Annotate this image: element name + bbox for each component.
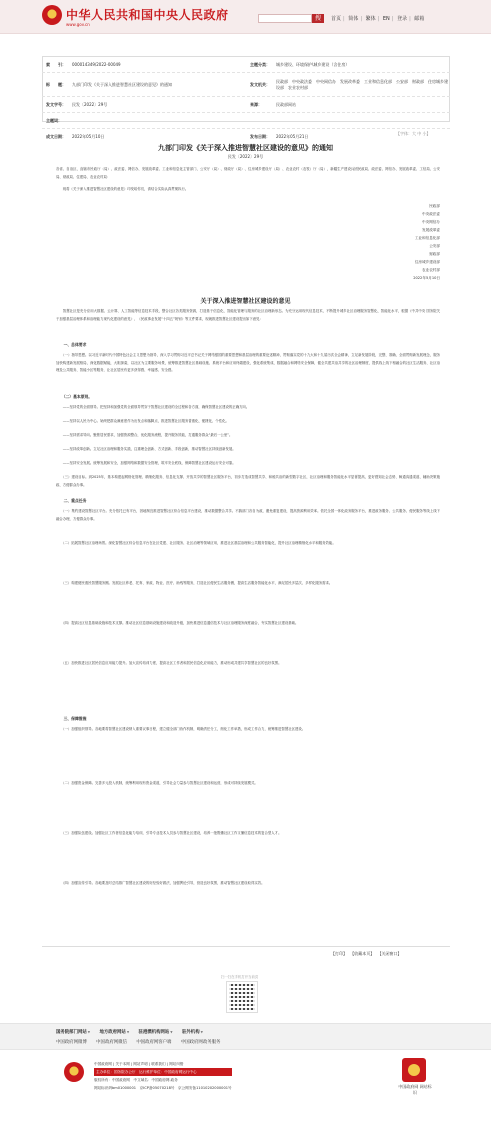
doc-paragraph: （二）加强资金保障。完善多元投入机制，统筹利用现有资金渠道，引导社会力量参与智慧社区建设和运营，形成可持续发展模式。	[56, 781, 258, 785]
meta-doc-no: 民发〔2022〕29号	[72, 101, 108, 107]
doc-paragraph: （三）构建便民惠民智慧服务圈。发展社区养老、托育、家政、物业、医疗、助残等服务，打造社区便民生活服务圈，提高生活服务智能化水平，满足居民多层次、多样化服务需求。	[56, 581, 333, 585]
link-weibo[interactable]: 中国政府网微博	[56, 1040, 87, 1045]
doc-subtitle: 关于深入推进智慧社区建设的意见	[200, 298, 291, 305]
meta-key: 主题分类：	[250, 61, 270, 67]
signer: 中央政法委	[422, 212, 440, 216]
national-emblem-icon[interactable]	[42, 5, 62, 25]
chevron-down-icon: ▼	[170, 1030, 173, 1034]
meta-key: 发文字号：	[46, 101, 66, 107]
footer-icp: 网站标识码bm01000001 京ICP备05070218号 京公网安备11010202000001号	[94, 1086, 232, 1090]
meta-index: 000014349/2022-00049	[72, 61, 121, 67]
footer-link[interactable]: 中国政府网	[94, 1062, 112, 1066]
chevron-down-icon: ▼	[126, 1030, 130, 1034]
nav-traditional[interactable]: 繁体	[365, 16, 376, 22]
link-local-sites[interactable]: 地方政府网站▼	[99, 1030, 130, 1035]
close-window-button[interactable]: 【关闭窗口】	[377, 951, 402, 956]
chevron-down-icon: ▼	[87, 1030, 91, 1034]
footer-link[interactable]: 网站声明	[133, 1062, 148, 1066]
link-hk-macao-sites[interactable]: 驻港澳机构网站▼	[138, 1030, 173, 1035]
meta-pub-date: 2022年05月21日	[276, 134, 309, 139]
section-heading: 二、重点任务	[56, 498, 87, 503]
meta-key: 成文日期：	[46, 134, 66, 139]
signer: 民政部	[429, 204, 440, 208]
doc-paragraph: ——坚持安全发展。统筹发展和安全，加强网络和数据安全管理，筑牢安全底线，保障智慧社区建设运行安全可靠。	[56, 461, 236, 465]
doc-intro: 现将《关于深入推进智慧社区建设的意见》印发给你们，请结合实际认真贯彻执行。	[56, 187, 189, 191]
print-button[interactable]: 【打印】	[331, 951, 347, 956]
footer-info: 中国政府网 | 关于本网 | 网站声明 | 联系我们 | 网站纠错 主办单位：国务院办公厅 运行维护单位：中国政府网运行中心 版权所有：中国政府网 中文域名：中国政府网.政务 网站标识码bm01000001 京ICP备05070218号 京公网安备11010202000001号	[94, 1062, 232, 1090]
meta-key: 发文机关：	[250, 81, 270, 87]
doc-paragraph: 智慧社区是充分应用大数据、云计算、人工智能等信息技术手段，整合社区各类服务资源，打造基于信息化、智能化管理与服务的社区治理新形态。为充分运用现代信息技术，不断提升城乡社区治理服务智慧化、智能化水平，根据《中共中央 国务院关于加强基层治理体系和治理能力现代化建设的意见》、《民政事业发展“十四五”规划》等文件要求，现就推进智慧社区建设提出如下意见：	[56, 309, 440, 321]
search-input[interactable]	[258, 14, 312, 23]
meta-table	[42, 57, 450, 145]
site-title[interactable]: 中华人民共和国中央人民政府	[66, 8, 229, 22]
qr-code-icon	[227, 982, 257, 1012]
bookmark-button[interactable]: 【收藏本页】	[350, 951, 375, 956]
doc-recipients: 各省、自治区、直辖市民政厅（局）、政法委、网信办、发展改革委、工业和信息化主管部门、公安厅（局）、财政厅（局）、住房城乡建设厅（局）、农业农村（农牧）厅（局），新疆生产建设兵团民政局、政法委、网信办、发展改革委、工信局、公安局、财政局、住建局、农业农村局：	[56, 167, 440, 179]
link-wechat[interactable]: 中国政府网微信	[96, 1040, 127, 1045]
sign-date: 2022年5月10日	[413, 276, 440, 280]
divider	[42, 946, 450, 947]
doc-actions	[330, 951, 403, 957]
doc-paragraph: （四）加强宣传引导。各地要及时总结推广智慧社区建设的好经验好做法，加强舆论引导，营造良好氛围，推动智慧社区建设取得实效。	[56, 881, 265, 885]
meta-key: 来源：	[250, 101, 262, 107]
doc-paragraph: （一）加强组织领导。各地要将智慧社区建设纳入重要议事日程，建立健全部门协作机制，明确责任分工，细化工作举措，形成工作合力，统筹推进智慧社区建设。	[56, 727, 306, 731]
chevron-down-icon: ▼	[200, 1030, 203, 1034]
nav-simplified[interactable]: 简体	[348, 16, 359, 22]
signer: 公安部	[429, 244, 440, 248]
meta-row	[42, 97, 450, 113]
doc-paragraph: （一）集约建设智慧社区平台。充分依托已有平台，因地制宜推进智慧社区综合信息平台建设，推动数据整合共享。不搞部门各自为政，避免重复建设，提高资源利用效率。依托全国一体化政务服务平台，推进政务服务、公共服务、便民服务等线上线下融合办理，方便群众办事。	[56, 509, 440, 521]
signer: 农业农村部	[422, 268, 440, 272]
doc-paragraph: （一）指导思想。以习近平新时代中国特色社会主义思想为指导，深入学习贯彻习近平总书记关于网络强国的重要思想和基层治理的重要论述精神，贯彻落实党的十九大和十九届历次全会精神，立足新发展阶段，完整、准确、全面贯彻新发展理念，服务加快构建新发展格局，深化数据赋能，大胆探索，以社区为主要服务场景，统筹推进智慧社区基础设施、系统平台和应用终端建设，强化系统集成、数据融合和网络安全保障，健全共建共治共享的社区治理制度，提供线上线下相融合的社区生活服务、社区治理及公共服务、智能小区等服务，让社区居民有更多获得感、幸福感、安全感。	[56, 353, 440, 373]
doc-paragraph: （三）建设目标。到2025年，基本构建起网格化管理、精细化服务、信息化支撑、开放共享的智慧社区服务平台，初步打造成智慧共享、和睦共治的新型数字社区，社区治理和服务智能化水平显著提高，更好感知社会态势、畅通沟通渠道、辅助决策施政、方便群众办事。	[56, 475, 440, 487]
meta-key: 发布日期：	[250, 134, 270, 139]
signer: 工业和信息化部	[414, 236, 440, 240]
meta-key: 索 引：	[46, 61, 66, 67]
signer: 发展改革委	[422, 228, 440, 232]
related-links	[0, 1023, 491, 1049]
meta-title: 九部门印发《关于深入推进智慧社区建设的意见》的通知	[72, 81, 172, 87]
meta-row	[42, 113, 450, 129]
doc-paragraph: ——坚持党的全面领导。把坚持和加强党的全面领导贯穿于智慧社区建设的全过程和各方面，确保智慧社区建设的正确方向。	[56, 405, 250, 409]
doc-number: 民发〔2022〕29号	[227, 154, 264, 159]
font-size-switcher[interactable]: 【字体：大 中 小】	[396, 131, 431, 136]
meta-key: 主题词：	[46, 117, 62, 123]
meta-writing-date: 2022年05月10日	[72, 134, 105, 139]
footer-copyright: 版权所有：中国政府网 中文域名：中国政府网.政务	[94, 1078, 178, 1082]
national-emblem-icon	[64, 1062, 84, 1082]
site-badge-text: 中国政府网 网站标识	[398, 1084, 432, 1095]
doc-paragraph: （三）加强队伍建设。加强社区工作者信息化能力培训，引导专业技术人员参与智慧社区建设，培养一批既懂社区工作又懂信息技术的复合型人才。	[56, 831, 282, 835]
meta-source: 民政部网站	[276, 101, 296, 107]
top-nav: 首页 | 简体 | 繁体 | EN | 登录 | 邮箱	[331, 16, 425, 22]
site-badge-icon[interactable]	[402, 1058, 426, 1082]
doc-title: 九部门印发《关于深入推进智慧社区建设的意见》的通知	[158, 144, 333, 152]
signer: 财政部	[429, 252, 440, 256]
meta-row	[42, 73, 450, 97]
site-url: www.gov.cn	[66, 22, 90, 27]
doc-paragraph: ——坚持以人民为中心。始终把群众满意度作为出发点和落脚点，推进智慧社区服务普惠化、便捷化、个性化。	[56, 419, 229, 423]
section-heading: 一、总体要求	[56, 342, 87, 347]
meta-issuer: 民政部 中央政法委 中央网信办 发展改革委 工业和信息化部 公安部 财政部 住房城乡建设部 农业农村部	[276, 78, 448, 90]
qr-label: 扫一扫在手机打开当前页	[221, 975, 259, 979]
links-row	[56, 1039, 228, 1045]
footer-link[interactable]: 联系我们	[151, 1062, 166, 1066]
site-footer	[0, 1049, 491, 1122]
section-heading: 三、保障措施	[56, 716, 87, 721]
doc-paragraph: （四）提高社区信息基础设施和技术支撑。推动社区信息基础设施建设和改造升级，加快推进信息通信技术与社区治理服务深度融合，夯实智慧社区建设基础。	[56, 621, 299, 625]
site-header	[0, 0, 491, 34]
doc-paragraph: （二）拓展智慧社区治理场景。深化智慧社区综合信息平台在社区党建、社区服务、社区治理等领域应用，推进社区基层治理和公共服务智能化，提升社区治理精细化水平和服务效能。	[56, 541, 336, 545]
doc-paragraph: （五）加快推进社区居民信息应用能力提升。加大宣传培训力度，提高社区工作者和居民信息化应用能力，推动形成共建共享智慧社区的良好氛围。	[56, 661, 282, 665]
nav-mail[interactable]: 邮箱	[414, 16, 425, 22]
nav-english[interactable]: EN	[382, 16, 390, 22]
search-button[interactable]: 搜	[312, 14, 324, 23]
doc-paragraph: ——坚持需求导向。聚焦居民需求，加强资源整合，优化服务流程，提升服务效能，打通服务群众“最后一公里”。	[56, 433, 233, 437]
meta-row	[42, 57, 450, 73]
signer: 住房城乡建设部	[414, 260, 440, 264]
nav-home[interactable]: 首页	[331, 16, 342, 22]
footer-sponsor: 主办单位：国务院办公厅 运行维护单位：中国政府网运行中心	[94, 1068, 232, 1076]
signer: 中央网信办	[422, 220, 440, 224]
meta-category: 城乡建设、环境保护\城乡建设（含住房）	[276, 61, 350, 67]
link-services[interactable]: 中国政府网政务服务	[180, 1040, 221, 1045]
doc-paragraph: ——坚持改革创新。立足社区治理和服务实践，注重理念创新、方式创新、手段创新，推动智慧社区持续创新发展。	[56, 447, 236, 451]
section-heading: （二）基本原则。	[56, 394, 93, 399]
link-app[interactable]: 中国政府网客户端	[136, 1040, 172, 1045]
footer-link[interactable]: 网站纠错	[169, 1062, 184, 1066]
nav-login[interactable]: 登录	[397, 16, 408, 22]
link-overseas-sites[interactable]: 驻外机构▼	[182, 1030, 203, 1035]
meta-key: 标 题：	[46, 81, 66, 87]
link-dept-sites[interactable]: 国务院部门网站▼	[56, 1030, 91, 1035]
footer-link[interactable]: 关于本网	[115, 1062, 130, 1066]
links-row	[56, 1029, 211, 1035]
